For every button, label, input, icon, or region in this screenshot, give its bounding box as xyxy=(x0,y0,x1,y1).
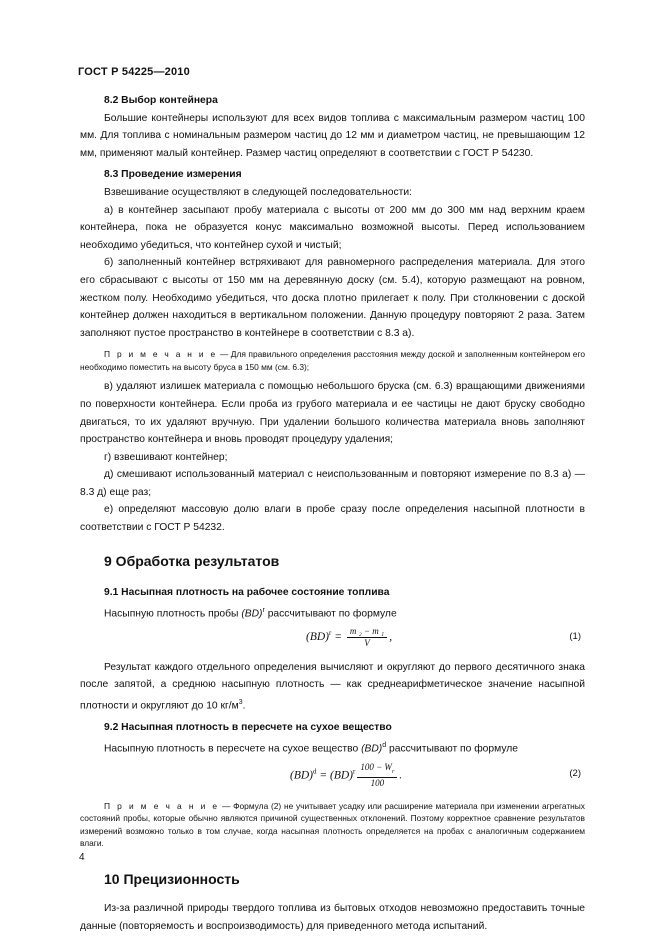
formula-2-denominator: 100 xyxy=(370,778,385,789)
formula-2-lhs-sup: d xyxy=(313,767,317,776)
intro-text: Насыпную плотность пробы xyxy=(104,608,242,620)
document-header: ГОСТ Р 54225—2010 xyxy=(78,66,190,78)
formula-1-eq: = xyxy=(331,630,345,643)
section-8-2-paragraph: Большие контейнеры используют для всех видов топлива с максимальным размером частиц 100 мм. Для топлива с номинальным размером частиц до 12 мм и диаметром частиц, не превышающим 12 мм, применяют малый контейнер. Размер частиц определяют в соответствии с ГОСТ Р 54230. xyxy=(80,112,585,159)
formula-1-body xyxy=(306,625,392,649)
formula-2-lhs: (BD) xyxy=(290,769,313,782)
formula-2-fraction xyxy=(357,762,397,790)
section-8-3-heading: 8.3 Проведение измерения xyxy=(104,169,242,181)
list-item-e: е) определяют массовую долю влаги в пробе сразу после определения насыпной плотности в соответствии с ГОСТ Р 54232. xyxy=(80,504,585,534)
section-10-heading: 10 Прецизионность xyxy=(104,870,240,887)
formula-2-rhs-sup: r xyxy=(353,767,356,776)
formula-2-body xyxy=(290,762,402,790)
result-text: Результат каждого отдельного определения вычисляют и округляют до первого десятичного знака после запятой, а среднюю насыпную плотность — как среднеарифметическое значение насыпной плотности и округляют до 10 кг/м xyxy=(80,661,585,712)
formula-1-number: (1) xyxy=(569,630,581,642)
bd-symbol: (BD) xyxy=(241,608,263,620)
bd-superscript: r xyxy=(262,606,265,614)
section-9-1-intro xyxy=(80,602,585,623)
note-8-3 xyxy=(80,348,585,373)
note-label: П р и м е ч а н и е xyxy=(104,800,220,811)
formula-2-rhs: (BD) xyxy=(330,769,354,782)
note-text: — Для правильного определения расстояния между доской и заполненным контейнером его необходимо поместить на высоту бруса в 150 мм (см. 6.3); xyxy=(80,349,585,372)
section-9-1-result xyxy=(80,659,585,715)
list-item-v: в) удаляют излишек материала с помощью небольшого бруска (см. 6.3) вращающими движениями по поверхности контейнера. Если проба из грубого материала и ее частицы не дают бруску свободно двигаться, то их удаляют вручную. При удалении большого количества материала вновь заполняют пространство контейнера и вновь проводят процедуру удаления; xyxy=(80,381,585,446)
section-8-2-heading: 8.2 Выбор контейнера xyxy=(104,95,218,106)
formula-1-fraction xyxy=(347,626,387,649)
formula-1-lhs-sup: r xyxy=(329,628,332,637)
formula-1 xyxy=(80,625,585,655)
note-9-2 xyxy=(80,800,585,850)
page-number: 4 xyxy=(79,852,85,863)
bd-superscript: d xyxy=(382,741,387,749)
formula-1-lhs: (BD) xyxy=(306,630,329,643)
intro-text-end: рассчитывают по формуле xyxy=(386,743,518,755)
formula-1-end: , xyxy=(389,630,393,643)
intro-text-end: рассчитывают по формуле xyxy=(264,608,397,620)
list-item-d: д) смешивают использованный материал с неиспользованным и повторяют измерение по 8.3 а) — 8.3 д) еще раз; xyxy=(80,469,585,498)
unit-superscript: 3 xyxy=(238,699,243,707)
section-9-1-heading: 9.1 Насыпная плотность на рабочее состояние топлива xyxy=(104,587,390,599)
section-9-2-heading: 9.2 Насыпная плотность в пересчете на сухое вещество xyxy=(104,722,392,734)
list-item-g: г) взвешивают контейнер; xyxy=(104,451,228,463)
section-9-heading: 9 Обработка результатов xyxy=(104,552,280,569)
formula-2-numerator-sub: r xyxy=(391,768,395,775)
formula-2 xyxy=(80,762,585,796)
note-text: — Формула (2) не учитывает усадку или расширение материала при изменении агрегатных состояний пробы, которые обычно являются причиной существенных отклонений. Поэтому корректное сравнение результатов измерений возможно только в том случае, когда насыпная плотность определяется на пробах с аналогичным содержанием влаги. xyxy=(80,800,585,849)
formula-1-denominator: V xyxy=(364,637,370,648)
formula-2-numerator-text: 100 − W xyxy=(360,761,392,772)
list-item-a: а) в контейнер засыпают пробу материала с высоты от 200 мм до 300 мм над верхним краем контейнера, пока не образуется конус максимально возможной высоты. Перед использованием необходимо убедиться, что контейнер сухой и чистый; xyxy=(80,204,585,251)
formula-2-number: (2) xyxy=(569,767,581,779)
section-9-2-intro xyxy=(80,737,585,758)
formula-2-eq: = xyxy=(316,769,331,782)
section-8-3-intro: Взвешивание осуществляют в следующей последовательности: xyxy=(104,186,413,198)
list-item-b: б) заполненный контейнер встряхивают для равномерного распределения материала. Для этого его сбрасывают с высоты от 150 мм на деревянную доску (см. 5.4), которую размещают на ровном, жестком полу. Необходимо убедиться, что доска плотно прилегает к полу. При столкновении с доской контейнер должен находиться в вертикальном положении. Данную процедуру повторяют 2 раза. Затем заполняют пустое пространство в контейнере в соответствии с 8.3 а). xyxy=(80,257,585,339)
intro-text: Насыпную плотность в пересчете на сухое вещество xyxy=(104,743,362,755)
formula-2-end: . xyxy=(399,769,403,782)
formula-1-numerator: m ₂ − m ₁ xyxy=(347,626,387,638)
document-body xyxy=(80,92,585,935)
formula-2-numerator xyxy=(357,762,397,779)
bd-symbol: (BD) xyxy=(361,743,383,755)
section-10-paragraph: Из-за различной природы твердого топлива из бытовых отходов невозможно предоставить точные данные (повторяемость и воспроизводимость) для приведенного метода испытаний. xyxy=(80,903,585,932)
result-end: . xyxy=(242,700,246,712)
note-label: П р и м е ч а н и е xyxy=(104,349,218,360)
